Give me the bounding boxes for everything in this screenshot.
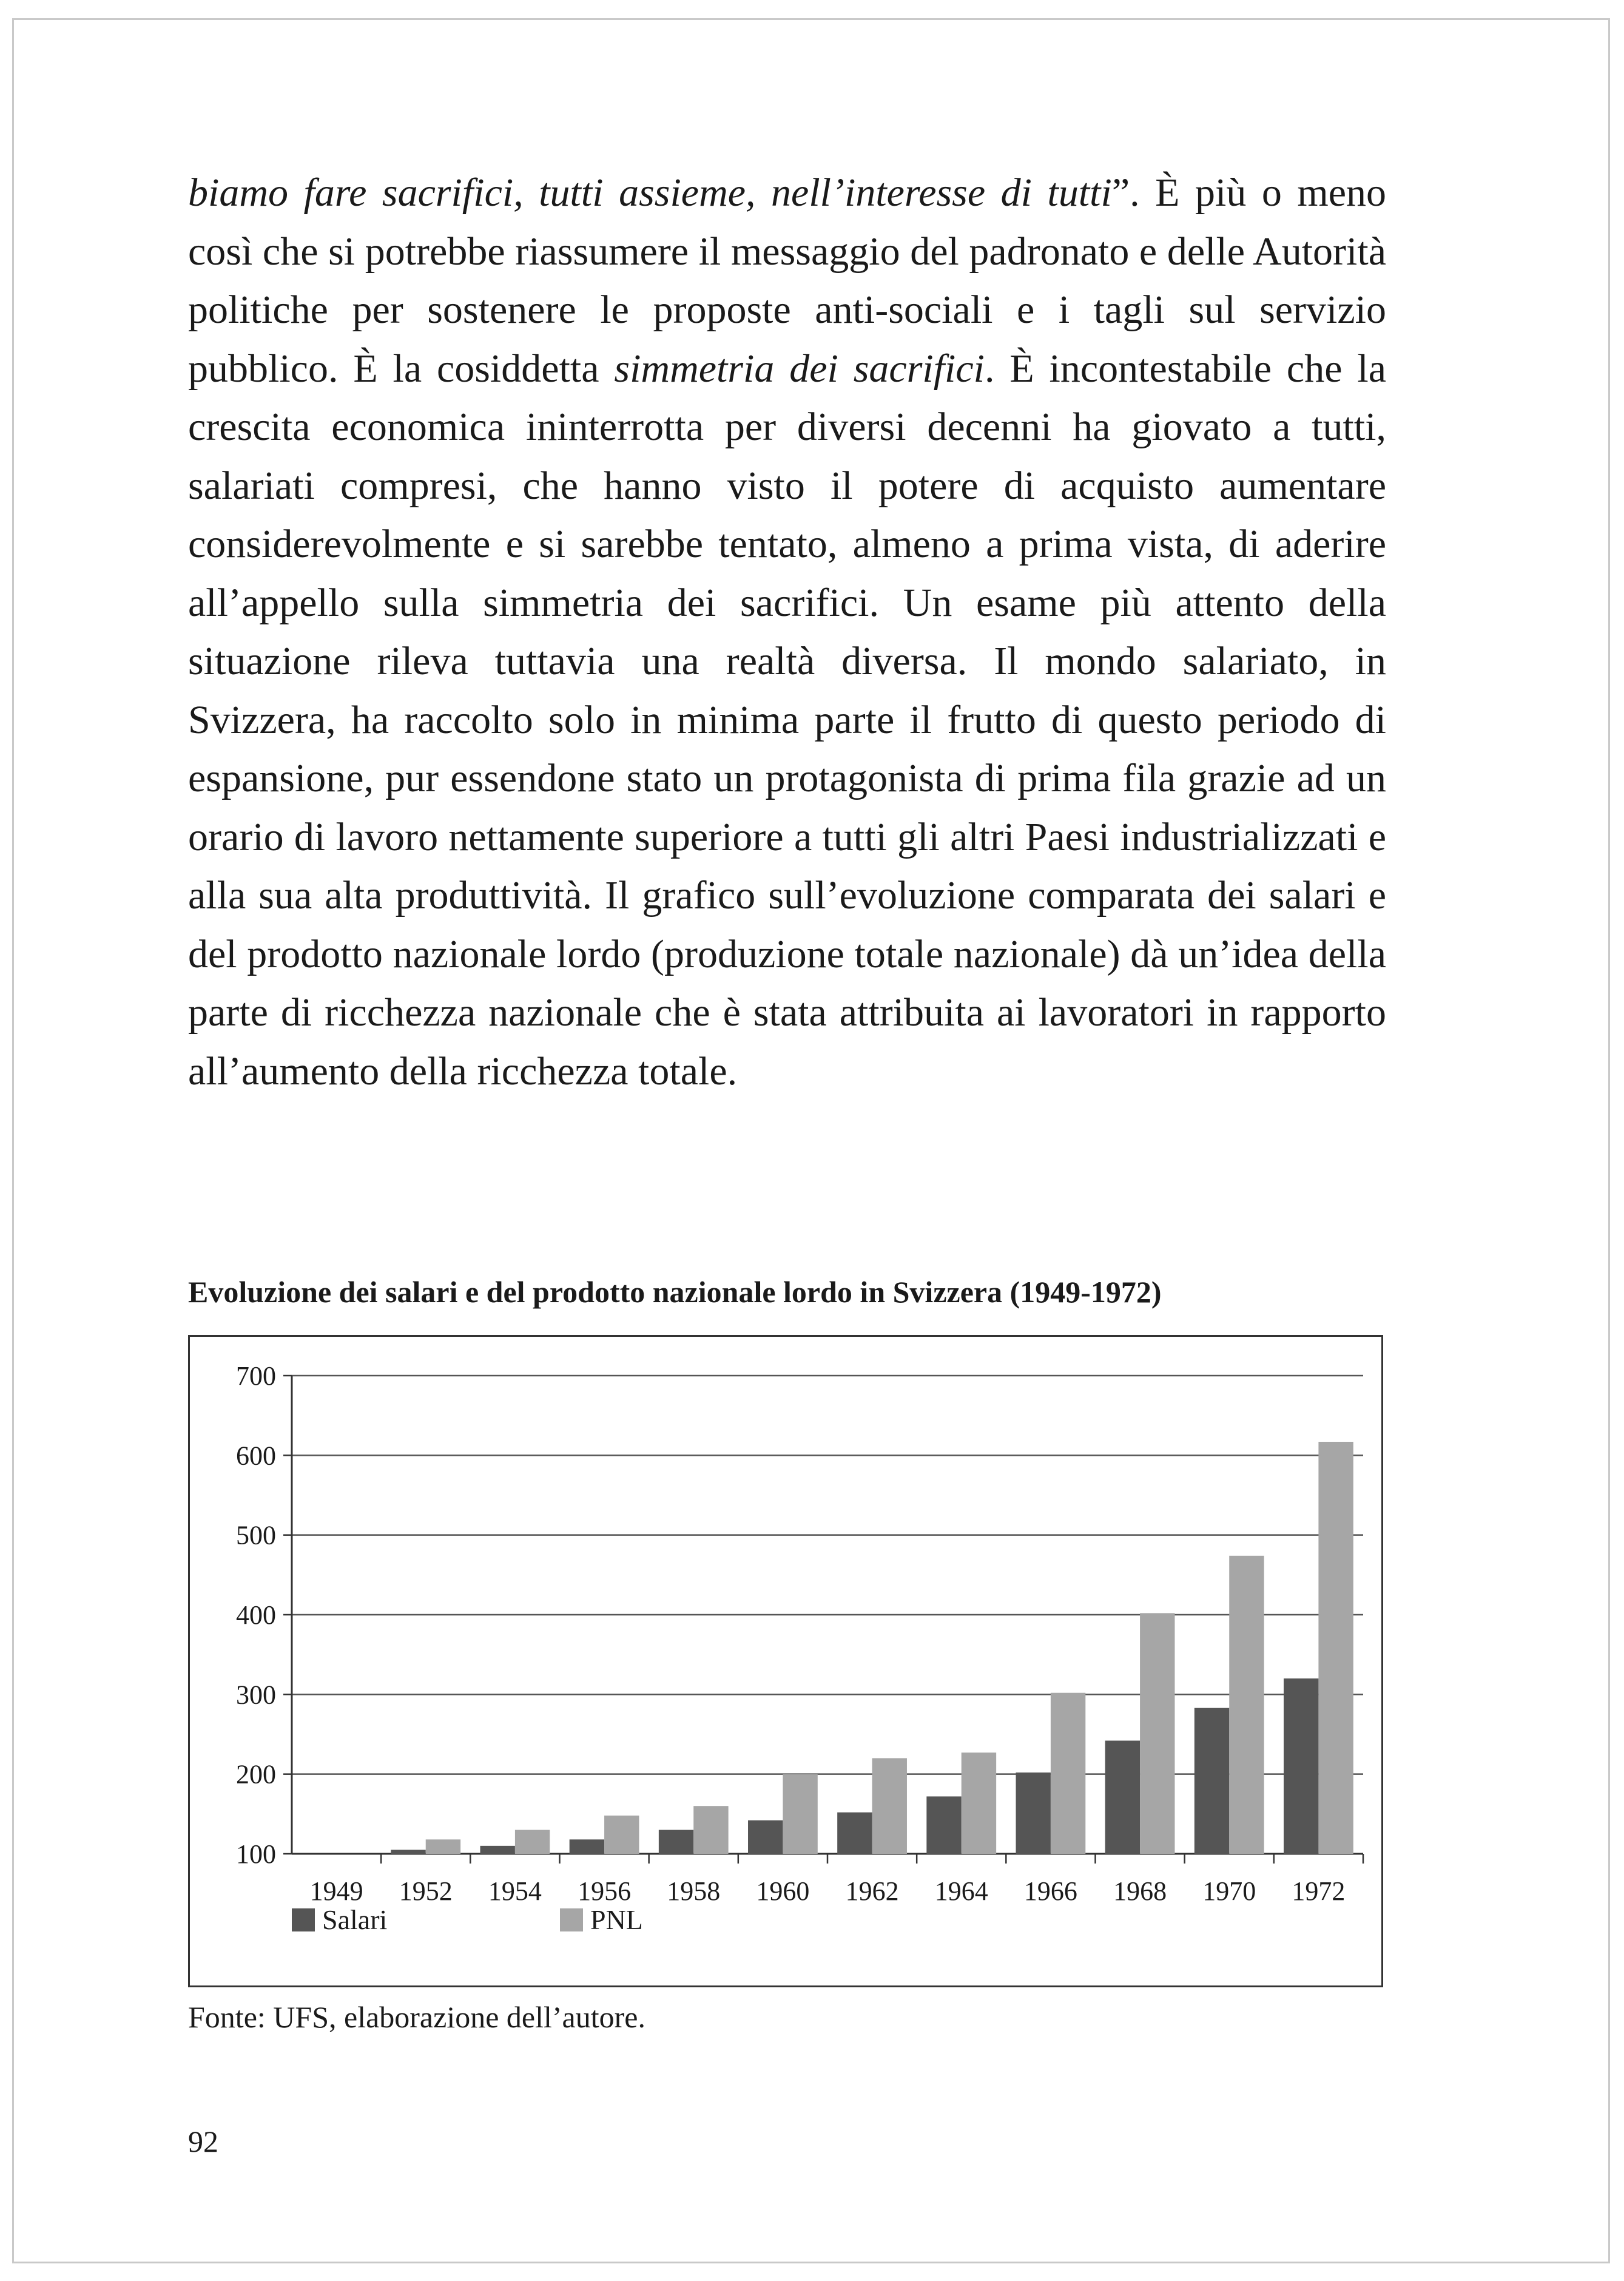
bar-salari-1972 [1284, 1678, 1318, 1854]
bar-salari-1956 [570, 1839, 604, 1854]
x-tick-label: 1970 [1202, 1876, 1256, 1906]
y-tick-label: 600 [236, 1441, 276, 1471]
bar-pnl-1964 [962, 1752, 996, 1854]
x-tick-label: 1949 [309, 1876, 363, 1906]
legend-swatch-pnl [560, 1908, 583, 1931]
page-number: 92 [188, 2124, 218, 2158]
bar-pnl-1960 [783, 1774, 817, 1854]
bar-pnl-1962 [872, 1758, 907, 1854]
bar-pnl-1956 [604, 1816, 639, 1854]
x-tick-label: 1964 [934, 1876, 988, 1906]
bar-salari-1958 [659, 1830, 693, 1854]
bar-pnl-1970 [1229, 1556, 1264, 1854]
bar-salari-1966 [1016, 1772, 1051, 1854]
bar-pnl-1972 [1318, 1442, 1353, 1854]
x-tick-label: 1958 [667, 1876, 721, 1906]
chart-frame [188, 1335, 1383, 1987]
bar-salari-1954 [480, 1846, 515, 1854]
y-tick-label: 200 [236, 1759, 276, 1789]
x-tick-label: 1960 [756, 1876, 810, 1906]
legend-label-pnl: PNL [590, 1904, 643, 1935]
x-tick-label: 1952 [399, 1876, 453, 1906]
x-tick-label: 1956 [578, 1876, 632, 1906]
bar-pnl-1952 [426, 1839, 460, 1854]
y-tick-label: 400 [236, 1600, 276, 1630]
bar-salari-1970 [1194, 1708, 1229, 1854]
x-tick-label: 1962 [845, 1876, 899, 1906]
text-segment: ”. È più o meno così che si potrebbe riassumere il messaggio del padronato e delle Autorità politiche per sostenere le proposte anti-sociali e i tagli sul servizio pubblico. È la cosiddetta [188, 171, 1386, 391]
italic-text-segment: biamo fare sacrifici, tutti assieme, nell’interesse di tutti [188, 171, 1112, 215]
bar-salari-1960 [748, 1820, 783, 1854]
x-tick-label: 1954 [488, 1876, 542, 1906]
source-note: Fonte: UFS, elaborazione dell’autore. [188, 2000, 645, 2034]
y-tick-label: 100 [236, 1839, 276, 1869]
bar-salari-1968 [1105, 1741, 1140, 1854]
bar-salari-1962 [837, 1813, 872, 1854]
italic-text-segment: simmetria dei sacrifici [614, 346, 985, 391]
bar-salari-1964 [926, 1796, 961, 1854]
legend-label-salari: Salari [322, 1904, 388, 1935]
x-tick-label: 1966 [1023, 1876, 1077, 1906]
bar-pnl-1968 [1140, 1613, 1174, 1854]
chart-title: Evoluzione dei salari e del prodotto nazionale lordo in Svizzera (1949-1972) [188, 1275, 1162, 1309]
text-segment: . È incontestabile che la crescita economica ininterrotta per diversi decenni ha giovato a tutti, salariati compresi, che hanno visto il potere di acquisto aumentare considerevolmente e si sarebbe tentato, almeno a prima vista, di aderire all’appello sulla simmetria dei sacrifici. Un esame più attento della situazione rileva tuttavia una realtà diversa. Il mondo salariato, in Svizzera, ha raccolto solo in minima parte il frutto di questo periodo di espansione, pur essendone stato un protagonista di prima fila grazie ad un orario di lavoro nettamente superiore a tutti gli altri Paesi industrializzati e alla sua alta produttività. Il grafico sull’evoluzione comparata dei salari e del prodotto nazionale lordo (produzione totale nazionale) dà un’idea della parte di ricchezza nazionale che è stata attribuita ai lavoratori in rapporto all’aumento della ricchezza totale. [188, 346, 1386, 1093]
bar-salari-1952 [391, 1850, 425, 1854]
y-tick-label: 700 [236, 1361, 276, 1391]
bar-pnl-1954 [515, 1830, 550, 1854]
y-tick-label: 300 [236, 1680, 276, 1710]
x-tick-label: 1972 [1292, 1876, 1346, 1906]
bar-pnl-1958 [693, 1806, 728, 1854]
bar-chart [190, 1337, 1381, 1985]
legend-swatch-salari [292, 1908, 315, 1931]
bar-pnl-1966 [1051, 1693, 1085, 1854]
x-tick-label: 1968 [1113, 1876, 1167, 1906]
body-paragraph [188, 164, 1386, 1101]
y-tick-label: 500 [236, 1520, 276, 1550]
